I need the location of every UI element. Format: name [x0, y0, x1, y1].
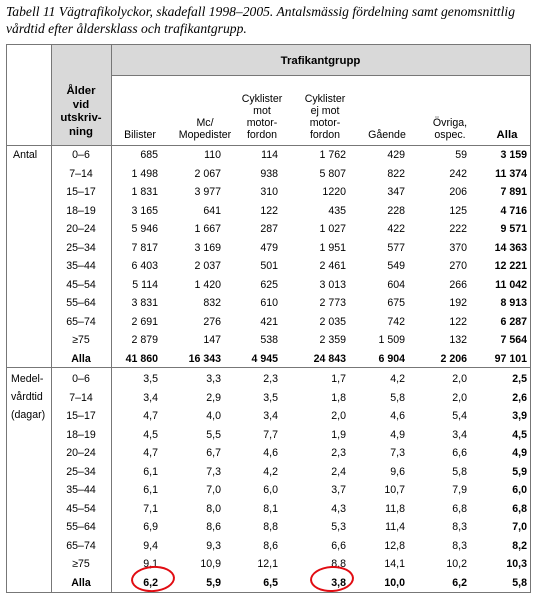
- table-cell: 675: [387, 297, 405, 309]
- table-cell: 7,3: [390, 447, 405, 459]
- table-cell: 7 564: [500, 334, 527, 346]
- table-cell: 2 691: [131, 316, 158, 328]
- table-cell: 832: [203, 297, 221, 309]
- table-cell: 3 159: [500, 149, 527, 161]
- table-cell: 192: [449, 297, 467, 309]
- table-cell: 6,0: [512, 484, 527, 496]
- table-cell: 2 067: [194, 168, 221, 180]
- table-cell: 1 498: [131, 168, 158, 180]
- table-cell: 4 716: [500, 205, 527, 217]
- row-age-label: 0–6: [72, 373, 90, 385]
- highlight-circle-bilister: [130, 564, 176, 593]
- table-cell: 625: [260, 279, 278, 291]
- table-cell: 9,6: [390, 466, 405, 478]
- table-cell: 2,6: [512, 392, 527, 404]
- row-age-label: 18–19: [66, 429, 96, 441]
- table-cell: 6 287: [500, 316, 527, 328]
- table-cell: 4,5: [512, 429, 527, 441]
- table-cell: 4,2: [263, 466, 278, 478]
- table-cell: 3,3: [206, 373, 221, 385]
- table-cell: 6 904: [378, 353, 405, 365]
- table-cell: 242: [449, 168, 467, 180]
- table-cell: 114: [261, 149, 278, 161]
- table-cell: 2 359: [319, 334, 346, 346]
- table-cell: 5,5: [206, 429, 221, 441]
- table-cell: 435: [328, 205, 346, 217]
- table-cell: 3 013: [319, 279, 346, 291]
- row-age-label: 55–64: [66, 521, 96, 533]
- table-cell: 122: [260, 205, 278, 217]
- rule-group: [111, 75, 530, 76]
- row-age-label: 7–14: [69, 392, 93, 404]
- group-title: Trafikantgrupp: [280, 55, 361, 67]
- table-cell: 6 403: [131, 260, 158, 272]
- table-cell: 2 773: [319, 297, 346, 309]
- row-age-label: 35–44: [66, 260, 96, 272]
- table-cell: 1 667: [194, 223, 221, 235]
- table-cell: 1 420: [194, 279, 221, 291]
- table-cell: 479: [260, 242, 278, 254]
- table-cell: 2 879: [131, 334, 158, 346]
- table-cell: 4,6: [263, 447, 278, 459]
- table-cell: 5,8: [512, 577, 527, 589]
- table-cell: 206: [449, 186, 467, 198]
- table-cell: 2 037: [194, 260, 221, 272]
- table-cell: 685: [140, 149, 158, 161]
- table-cell: 310: [260, 186, 278, 198]
- rule-header: [7, 145, 530, 146]
- table-cell: 9 571: [500, 223, 527, 235]
- table-cell: 6,6: [452, 447, 467, 459]
- row-age-label: 25–34: [66, 466, 96, 478]
- table-cell: 4,2: [390, 373, 405, 385]
- row-age-label: Alla: [71, 577, 91, 589]
- table-cell: 110: [204, 149, 221, 161]
- table-cell: 7,9: [452, 484, 467, 496]
- table-cell: 822: [387, 168, 405, 180]
- table-cell: 11 374: [495, 168, 527, 180]
- table-cell: 14 363: [494, 242, 527, 254]
- table-cell: 11 042: [495, 279, 527, 291]
- table-cell: 370: [449, 242, 467, 254]
- table-cell: 1,7: [331, 373, 346, 385]
- table-cell: 3,5: [143, 373, 158, 385]
- table-cell: 549: [387, 260, 405, 272]
- table-cell: 610: [260, 297, 278, 309]
- table-cell: 270: [449, 260, 467, 272]
- table-cell: 12 221: [494, 260, 527, 272]
- table-cell: 125: [449, 205, 467, 217]
- row-age-label: 65–74: [66, 316, 96, 328]
- table-cell: 7 817: [131, 242, 158, 254]
- table-cell: 7 891: [500, 186, 527, 198]
- row-age-label: 45–54: [66, 279, 96, 291]
- table-cell: 4,0: [206, 410, 221, 422]
- table-cell: 8,2: [512, 540, 527, 552]
- table-cell: 59: [455, 149, 467, 161]
- table-cell: 604: [387, 279, 405, 291]
- row-age-label: 35–44: [66, 484, 96, 496]
- table-cell: 2 206: [440, 353, 467, 365]
- table-cell: 3,4: [452, 429, 467, 441]
- table-cell: 12,8: [384, 540, 405, 552]
- table-cell: 12,1: [257, 558, 278, 570]
- column-header-2: Cyklister mot motor- fordon: [241, 93, 283, 141]
- table-cell: 538: [260, 334, 278, 346]
- table-cell: 938: [260, 168, 278, 180]
- table-cell: 7,1: [143, 503, 158, 515]
- table-cell: 3 831: [131, 297, 158, 309]
- table-cell: 11,8: [385, 503, 405, 515]
- table-cell: 222: [449, 223, 467, 235]
- table-cell: 10,9: [200, 558, 221, 570]
- table-cell: 5,9: [512, 466, 527, 478]
- table-cell: 4,9: [390, 429, 405, 441]
- table-cell: 5 807: [319, 168, 346, 180]
- table-cell: 3,4: [263, 410, 278, 422]
- table-cell: 9,3: [206, 540, 221, 552]
- table-cell: 6,5: [263, 577, 278, 589]
- table-cell: 6,6: [331, 540, 346, 552]
- table-cell: 347: [387, 186, 405, 198]
- row-age-label: 20–24: [66, 223, 96, 235]
- table-cell: 147: [203, 334, 221, 346]
- row-age-label: ≥75: [72, 558, 90, 570]
- table-cell: 6,0: [263, 484, 278, 496]
- table-cell: 16 343: [188, 353, 221, 365]
- table-cell: 2 461: [319, 260, 346, 272]
- row-age-label: 18–19: [66, 205, 96, 217]
- table-cell: 1 831: [131, 186, 158, 198]
- highlight-circle-cyklister: [309, 565, 354, 593]
- table-cell: 8,8: [331, 558, 346, 570]
- table-cell: 4,5: [143, 429, 158, 441]
- table-cell: 8,3: [452, 521, 467, 533]
- table-cell: 287: [260, 223, 278, 235]
- table-cell: 1 951: [319, 242, 346, 254]
- table-cell: 9,4: [143, 540, 158, 552]
- table-cell: 5 114: [132, 279, 158, 291]
- section-antal-label: Antal: [13, 149, 38, 161]
- table-cell: 8,6: [206, 521, 221, 533]
- table-cell: 5 946: [131, 223, 158, 235]
- table-cell: 10,7: [384, 484, 405, 496]
- table-cell: 1 762: [319, 149, 346, 161]
- table-cell: 2,0: [452, 392, 467, 404]
- column-header-3: Cyklister ej mot motor- fordon: [304, 93, 346, 141]
- age-column-header: Ålder vid utskriv- ning: [60, 85, 102, 138]
- table-cell: 6,8: [452, 503, 467, 515]
- table-cell: 8,3: [452, 540, 467, 552]
- table-cell: 11,4: [385, 521, 405, 533]
- rule-v2: [111, 45, 112, 592]
- table-cell: 3 169: [194, 242, 221, 254]
- rule-section: [7, 367, 530, 368]
- table-cell: 4,6: [390, 410, 405, 422]
- row-age-label: 45–54: [66, 503, 96, 515]
- table-cell: 422: [387, 223, 405, 235]
- table-cell: 6,2: [452, 577, 467, 589]
- table-cell: 6,1: [143, 484, 158, 496]
- table-cell: 122: [449, 316, 467, 328]
- table-cell: 276: [203, 316, 221, 328]
- table-cell: 6,7: [206, 447, 221, 459]
- table-cell: 7,0: [206, 484, 221, 496]
- table-cell: 7,7: [263, 429, 278, 441]
- table-cell: 577: [387, 242, 405, 254]
- table-cell: 3,7: [331, 484, 346, 496]
- table-cell: 5,8: [390, 392, 405, 404]
- column-header-1: Mc/ Mopedister: [178, 117, 232, 141]
- table-cell: 3,9: [512, 410, 527, 422]
- table-cell: 14,1: [384, 558, 405, 570]
- table-cell: 1,8: [331, 392, 346, 404]
- table-cell: 429: [387, 149, 405, 161]
- section-vardtid-line3: (dagar): [11, 409, 46, 421]
- table-caption: Tabell 11 Vägtrafikolyckor, skadefall 1998–2005. Antalsmässig fördelning samt genomsnittlig vårdtid efter åldersklass och trafikantgrupp.: [6, 4, 516, 36]
- table-cell: 2,5: [512, 373, 527, 385]
- row-age-label: ≥75: [72, 334, 90, 346]
- table-cell: 501: [260, 260, 278, 272]
- column-header-5: Övriga, ospec.: [432, 117, 468, 141]
- column-header-0: Bilister: [124, 129, 156, 141]
- table-cell: 4,3: [331, 503, 346, 515]
- table-cell: 132: [449, 334, 467, 346]
- table-cell: 10,3: [506, 558, 527, 570]
- table-cell: 641: [203, 205, 221, 217]
- table-cell: 4,9: [512, 447, 527, 459]
- table-cell: 8 913: [500, 297, 527, 309]
- row-age-label: 20–24: [66, 447, 96, 459]
- row-age-label: 0–6: [72, 149, 90, 161]
- table-cell: 2,0: [331, 410, 346, 422]
- table-cell: 7,0: [512, 521, 527, 533]
- table-cell: 6,8: [512, 503, 527, 515]
- table-cell: 5,9: [206, 577, 221, 589]
- table-cell: 7,3: [206, 466, 221, 478]
- table-cell: 1 509: [378, 334, 405, 346]
- table-cell: 97 101: [494, 353, 527, 365]
- table-cell: 10,0: [384, 577, 405, 589]
- row-age-label: 25–34: [66, 242, 96, 254]
- table-cell: 742: [387, 316, 405, 328]
- column-header-6: Alla: [496, 129, 518, 141]
- table-cell: 266: [449, 279, 467, 291]
- table-cell: 2,0: [452, 373, 467, 385]
- table-cell: 6,1: [143, 466, 158, 478]
- table-cell: 1,9: [331, 429, 346, 441]
- table-cell: 1 027: [319, 223, 346, 235]
- table-cell: 41 860: [125, 353, 158, 365]
- section-vardtid-line2: vårdtid: [11, 391, 43, 403]
- row-age-label: Alla: [71, 353, 91, 365]
- table-cell: 5,3: [331, 521, 346, 533]
- table-cell: 3 977: [194, 186, 221, 198]
- table-cell: 8,8: [263, 521, 278, 533]
- table-cell: 4 945: [251, 353, 278, 365]
- table-cell: 2,3: [331, 447, 346, 459]
- table-cell: 10,2: [446, 558, 467, 570]
- row-age-label: 55–64: [66, 297, 96, 309]
- row-age-label: 15–17: [66, 410, 96, 422]
- table-cell: 421: [260, 316, 278, 328]
- table-cell: 8,6: [263, 540, 278, 552]
- table-cell: 4,7: [143, 410, 158, 422]
- table-cell: 3 165: [131, 205, 158, 217]
- table-cell: 5,4: [452, 410, 467, 422]
- table-cell: 228: [387, 205, 405, 217]
- table-cell: 8,1: [263, 503, 278, 515]
- table-cell: 5,8: [452, 466, 467, 478]
- table-cell: 2,9: [206, 392, 221, 404]
- table-cell: 6,2: [143, 577, 158, 589]
- data-table: [6, 44, 531, 593]
- row-age-label: 15–17: [66, 186, 96, 198]
- column-header-4: Gående: [368, 129, 406, 141]
- table-cell: 3,8: [331, 577, 346, 589]
- table-cell: 2,3: [263, 373, 278, 385]
- table-cell: 6,9: [143, 521, 158, 533]
- table-cell: 2,4: [331, 466, 346, 478]
- table-cell: 9,1: [143, 558, 158, 570]
- table-cell: 24 843: [313, 353, 346, 365]
- table-cell: 3,5: [263, 392, 278, 404]
- table-cell: 4,7: [143, 447, 158, 459]
- row-age-label: 65–74: [66, 540, 96, 552]
- table-cell: 3,4: [143, 392, 158, 404]
- table-cell: 2 035: [319, 316, 346, 328]
- table-cell: 1220: [322, 186, 346, 198]
- section-vardtid-line1: Medel-: [11, 373, 44, 385]
- table-cell: 8,0: [206, 503, 221, 515]
- row-age-label: 7–14: [69, 168, 93, 180]
